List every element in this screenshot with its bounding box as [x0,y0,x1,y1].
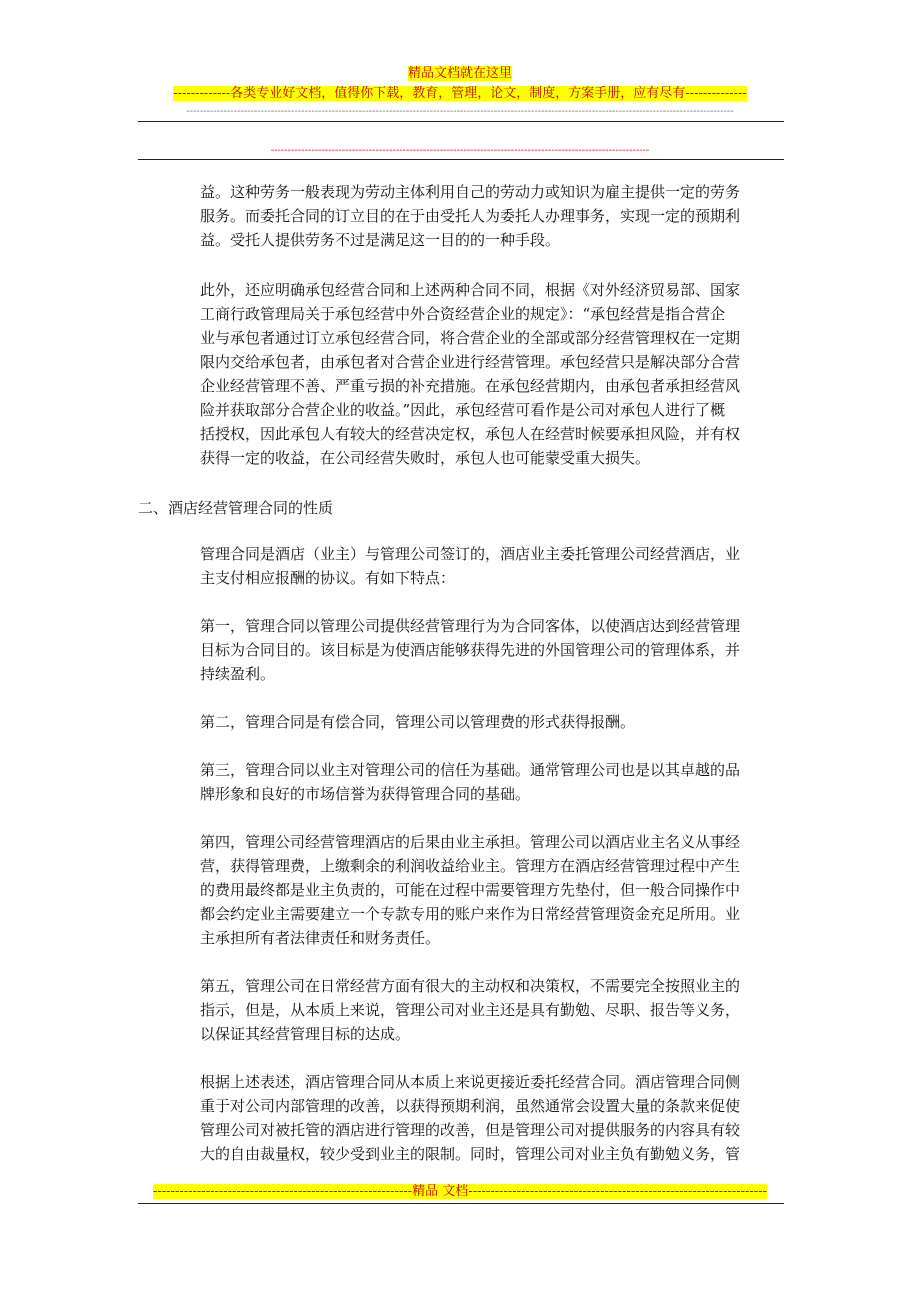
paragraph-4 [200,614,782,686]
text-line: 限内交给承包者，由承包者对合营企业进行经营管理。承包经营只是解决部分合营 [200,353,741,371]
header-title-text: 精品文档就在这里 [407,66,512,81]
text-line: 工商行政管理局关于承包经营中外合资经营企业的规定》：“承包经营是指合营企 [200,305,726,323]
text-line: 益。受托人提供劳务不过是满足这一目的的一种手段。 [200,231,561,249]
footer-right-dashes: -------------------------------------------------------------------- [468,1184,767,1199]
text-line: 根据上述表述，酒店管理合同从本质上来说更接近委托经营合同。酒店管理合同侧 [200,1073,741,1091]
text-line: 第二，管理合同是有偿合同，管理公司以管理费的形式获得报酬。 [200,713,636,731]
text-line: 获得一定的收益，在公司经营失败时，承包人也可能蒙受重大损失。 [200,449,651,467]
paragraph-7 [200,830,782,950]
section-heading: 二、酒店经营管理合同的性质 [138,499,334,517]
header-banner-text: -------------各类专业好文档，值得你下载，教育，管理，论文，制度，方案手册，应有尽有-------------- [173,86,747,101]
paragraph-9 [200,1070,782,1166]
text-line: 服务。而委托合同的订立目的在于由受托人为委托人办理事务，实现一定的预期利 [200,207,741,225]
footer-label: 精品 文档 [412,1184,469,1199]
text-line: 第一，管理合同以管理公司提供经营管理行为为合同客体，以使酒店达到经营管理 [200,617,741,635]
footer-rule [138,1203,784,1204]
text-line: 都会约定业主需要建立一个专款专用的账户来作为日常经营管理资金充足所用。业 [200,905,741,923]
text-line: 管理合同是酒店（业主）与管理公司签订的，酒店业主委托管理公司经营酒店，业 [200,545,741,563]
paragraph-1 [200,180,782,252]
text-line: 险并获取部分合营企业的收益。”因此，承包经营可看作是公司对承包人进行了概 [200,401,726,419]
text-line: 企业经营管理不善、严重亏损的补充措施。在承包经营期内，由承包者承担经营风 [200,377,741,395]
text-line: 主支付相应报酬的协议。有如下特点： [200,569,456,587]
text-line: 第三，管理合同以业主对管理公司的信任为基础。通常管理公司也是以其卓越的品 [200,761,741,779]
paragraph-6 [200,758,782,806]
text-line: 第五，管理公司在日常经营方面有很大的主动权和决策权，不需要完全按照业主的 [200,977,741,995]
header-banner [0,86,920,102]
text-line: 指示，但是，从本质上来说，管理公司对业主还是具有勤勉、尽职、报告等义务， [200,1001,741,1019]
paragraph-2 [200,278,782,470]
paragraph-5 [200,710,782,734]
paragraph-3 [200,542,782,590]
text-line: 牌形象和良好的市场信誉为获得管理合同的基础。 [200,785,531,803]
text-line: 括授权，因此承包人有较大的经营决定权，承包人在经营时候要承担风险，并有权 [200,425,741,443]
text-line: 第四，管理公司经营管理酒店的后果由业主承担。管理公司以酒店业主名义从事经 [200,833,741,851]
header-red-dashes: ---------------------------------------------------------------------------------------------------------------- [270,145,650,156]
footer-banner [0,1184,920,1200]
text-line: 主承担所有者法律责任和财务责任。 [200,929,441,947]
text-line: 以保证其经营管理目标的达成。 [200,1025,411,1043]
text-line: 营，获得管理费，上缴剩余的利润收益给业主。管理方在酒店经营管理过程中产生 [200,857,741,875]
text-line: 业与承包者通过订立承包经营合同，将合营企业的全部或部分经营管理权在一定期 [200,329,741,347]
header-title [0,66,920,82]
text-line: 持续盈利。 [200,665,276,683]
header-rule-bottom [138,159,784,160]
text-line: 此外，还应明确承包经营合同和上述两种合同不同，根据《对外经济贸易部、国家 [200,281,741,299]
text-line: 目标为合同目的。该目标是为使酒店能够获得先进的外国管理公司的管理体系，并 [200,641,741,659]
text-line: 重于对公司内部管理的改善，以获得预期利润，虽然通常会设置大量的条款来促使 [200,1097,741,1115]
text-line: 大的自由裁量权，较少受到业主的限制。同时，管理公司对业主负有勤勉义务，管 [200,1145,741,1163]
text-line: 管理公司对被托管的酒店进行管理的改善，但是管理公司对提供服务的内容具有较 [200,1121,741,1139]
paragraph-8 [200,974,782,1046]
footer-left-dashes: ----------------------------------------------------------- [152,1184,413,1199]
text-line: 的费用最终都是业主负责的，可能在过程中需要管理方先垫付，但一般合同操作中 [200,881,741,899]
text-line: 益。这种劳务一般表现为劳动主体利用自己的劳动力或知识为雇主提供一定的劳务 [200,183,741,201]
header-gray-dashes: ------------------------------------------------------------------------------------------------------------------------------------------------------------------ [186,106,734,117]
header-rule-top [138,121,784,122]
